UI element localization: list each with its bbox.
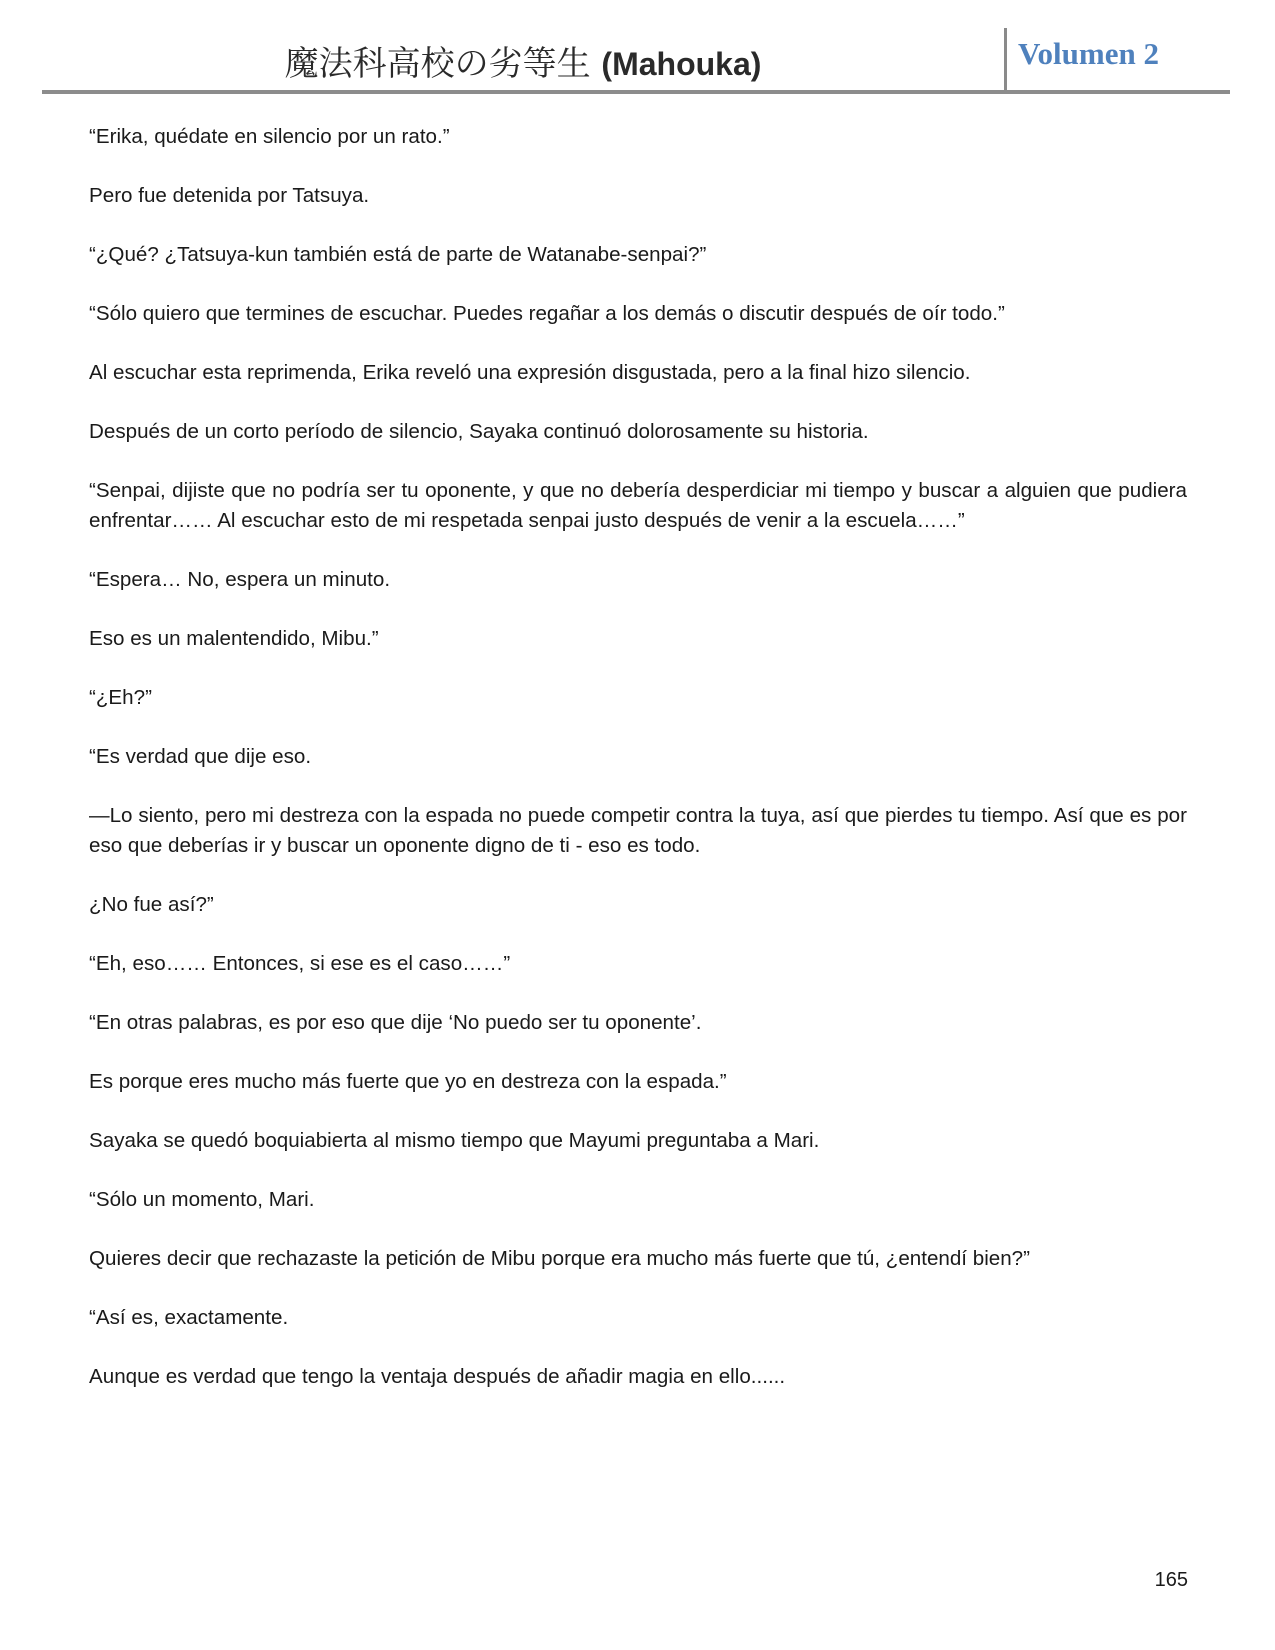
paragraph: Es porque eres mucho más fuerte que yo en destreza con la espada.”	[89, 1070, 727, 1093]
paragraph: Quieres decir que rechazaste la petición de Mibu porque era mucho más fuerte que tú, ¿entendí bien?”	[89, 1247, 1030, 1270]
paragraph: Aunque es verdad que tengo la ventaja después de añadir magia en ello......	[89, 1365, 786, 1388]
page-header	[42, 22, 1230, 94]
book-title-japanese: 魔法科高校の劣等生	[284, 44, 591, 84]
book-title	[42, 36, 1004, 85]
paragraph: “Erika, quédate en silencio por un rato.”	[89, 125, 450, 148]
page-body	[89, 122, 1187, 1421]
paragraph: “En otras palabras, es por eso que dije ‘No puedo ser tu oponente’.	[89, 1011, 702, 1034]
paragraph: “Así es, exactamente.	[89, 1306, 289, 1329]
paragraph: Pero fue detenida por Tatsuya.	[89, 184, 370, 207]
header-rule	[42, 90, 1230, 94]
paragraph: “¿Qué? ¿Tatsuya-kun también está de parte de Watanabe-senpai?”	[89, 243, 707, 266]
paragraph: “¿Eh?”	[89, 686, 152, 709]
paragraph: Después de un corto período de silencio, Sayaka continuó dolorosamente su historia.	[89, 420, 869, 443]
paragraph: “Es verdad que dije eso.	[89, 745, 312, 768]
volume-label: Volumen 2	[1018, 36, 1159, 71]
paragraph: “Eh, eso…… Entonces, si ese es el caso……”	[89, 952, 511, 975]
paragraph: Sayaka se quedó boquiabierta al mismo tiempo que Mayumi preguntaba a Mari.	[89, 1129, 820, 1152]
paragraph: ¿No fue así?”	[89, 893, 214, 916]
paragraph: Al escuchar esta reprimenda, Erika reveló una expresión disgustada, pero a la final hizo silencio.	[89, 361, 971, 384]
paragraph: Eso es un malentendido, Mibu.”	[89, 627, 379, 650]
paragraph: “Senpai, dijiste que no podría ser tu oponente, y que no debería desperdiciar mi tiempo y buscar a alguien que pudiera enfrentar…… Al escuchar esto de mi respetada senpai justo después de venir a la escuela……”	[89, 479, 1187, 532]
book-title-romaji: (Mahouka)	[601, 46, 762, 82]
paragraph: —Lo siento, pero mi destreza con la espada no puede competir contra la tuya, así que pierdes tu tiempo. Así que es por eso que deberías ir y buscar un oponente digno de ti - eso es todo.	[89, 804, 1187, 857]
paragraph: “Espera… No, espera un minuto.	[89, 568, 391, 591]
page-number: 165	[1154, 1569, 1188, 1591]
header-divider	[1004, 28, 1007, 90]
paragraph: “Sólo quiero que termines de escuchar. Puedes regañar a los demás o discutir después de oír todo.”	[89, 302, 1005, 325]
paragraph: “Sólo un momento, Mari.	[89, 1188, 315, 1211]
